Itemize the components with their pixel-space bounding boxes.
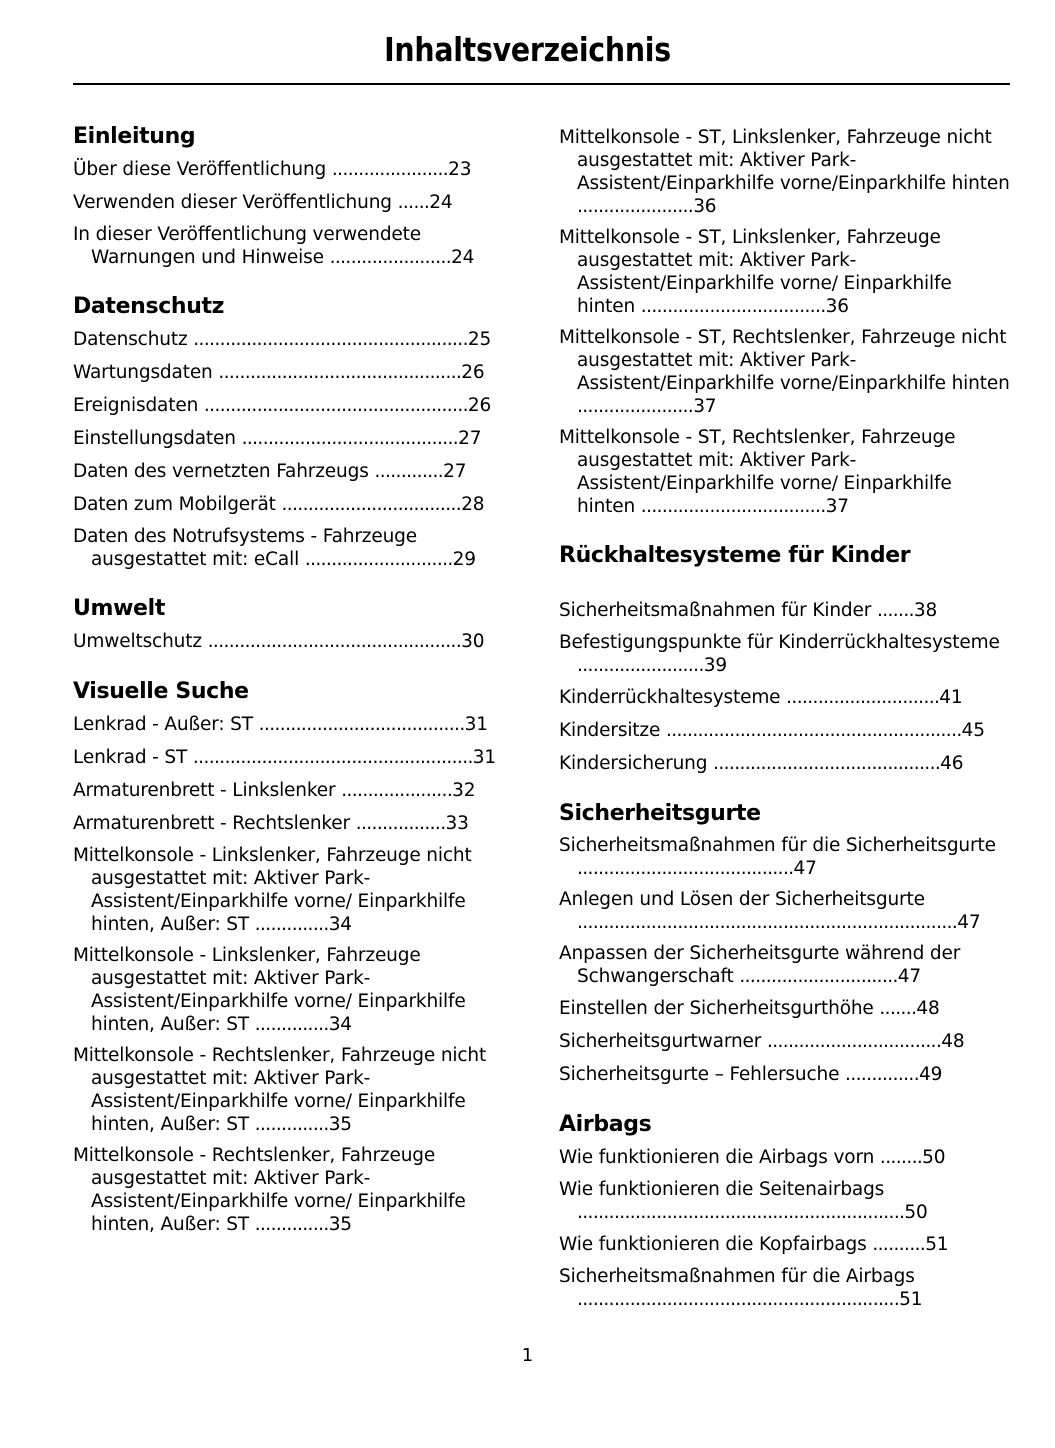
toc-entry-leader: ..................... [341,780,453,801]
toc-entry[interactable] [73,811,524,836]
toc-entry-title: Mittelkonsole - ST, Rechtslenker, Fahrzeuge nicht ausgestattet mit: Aktiver Park-Assistent/Einparkhilfe vorne/Einparkhilfe hinten [559,327,1010,394]
toc-entry-leader: .................................................... [193,329,468,350]
toc-entry[interactable] [559,631,1010,677]
toc-entry-leader: ........................................................ [665,720,962,741]
toc-entry-leader: ............................................................. [577,1289,900,1310]
section-heading: Rückhaltesysteme für Kinder [559,543,911,568]
toc-section [559,126,1010,518]
toc-entry-page-number: 35 [328,1114,352,1135]
toc-entry-title: Sicherheitsmaßnahmen für die Airbags [559,1266,915,1287]
toc-entry-leader: ...................... [577,396,694,417]
toc-entry-leader: .......... [872,1234,926,1255]
toc-entry[interactable] [559,996,1010,1021]
toc-entry-title: Mittelkonsole - Rechtslenker, Fahrzeuge ausgestattet mit: Aktiver Park-Assistent/Einparkhilfe vorne/ Einparkhilfe hinten, Außer: ST [73,1145,466,1235]
toc-entry-page-number: 36 [825,296,849,317]
toc-entry-page-number: 24 [451,247,475,268]
toc-entry[interactable] [73,525,524,571]
toc-entry[interactable] [73,745,524,770]
toc-entry-page-number: 36 [693,196,717,217]
section-heading: Einleitung [73,124,196,149]
toc-entry-page-number: 50 [904,1202,928,1223]
toc-entry[interactable] [73,778,524,803]
toc-entry-title: In dieser Veröffentlichung verwendete Warnungen und Hinweise [73,224,421,268]
toc-entry-title: Daten des Notrufsystems - Fahrzeuge ausgestattet mit: eCall [73,526,417,570]
toc-entry-leader: ......................................... [577,858,794,879]
toc-entry-leader: ....................... [329,247,452,268]
toc-entry[interactable] [73,459,524,484]
toc-entry-leader: .................................. [281,494,462,515]
toc-section [559,803,1010,1087]
toc-entry-page-number: 45 [961,720,985,741]
section-heading: Visuelle Suche [73,679,249,704]
toc-entry-leader: ............................ [304,549,453,570]
toc-entry[interactable] [73,393,524,418]
toc-section [73,598,524,654]
toc-entry-page-number: 28 [461,494,485,515]
toc-entry-title: Sicherheitsgurtwarner [559,1031,762,1052]
toc-entry-page-number: 39 [703,655,727,676]
toc-entry-leader: .............................. [739,966,898,987]
title-divider [73,83,1010,85]
toc-entry[interactable] [559,598,1010,623]
toc-entry-title: Sicherheitsmaßnahmen für Kinder [559,600,872,621]
toc-entry-page-number: 37 [693,396,717,417]
toc-entry-page-number: 31 [472,747,497,768]
toc-entry[interactable] [559,751,1010,776]
toc-entry-leader: .................................................. [203,395,468,416]
toc-entry-title: Kindersitze [559,720,661,741]
toc-entry-title: Sicherheitsmaßnahmen für die Sicherheitsgurte [559,835,996,856]
toc-entry-page-number: 33 [445,813,469,834]
toc-entry-page-number: 48 [916,998,940,1019]
toc-entry-title: Daten zum Mobilgerät [73,494,276,515]
toc-entry-leader: ........................................................................ [577,912,958,933]
toc-entry-leader: ......................................... [241,428,459,449]
toc-entry-leader: ....... [879,998,917,1019]
toc-entry-page-number: 41 [939,687,963,708]
toc-entry-page-number: 31 [464,714,488,735]
toc-entry-page-number: 32 [452,780,476,801]
toc-entry[interactable] [73,492,524,517]
toc-entry-leader: ...... [397,192,430,213]
toc-entry-title: Armaturenbrett - Rechtslenker [73,813,350,834]
section-heading: Umwelt [73,596,165,621]
toc-entry-title: Lenkrad - Außer: ST [73,714,253,735]
toc-entry-page-number: 47 [897,966,922,987]
toc-entry-title: Wie funktionieren die Kopfairbags [559,1234,867,1255]
toc-entry-title: Mittelkonsole - ST, Linkslenker, Fahrzeuge ausgestattet mit: Aktiver Park-Assistent/Einparkhilfe vorne/ Einparkhilfe hinten [559,227,952,317]
toc-entry-page-number: 24 [429,192,453,213]
toc-entry-leader: ....... [876,600,914,621]
toc-entry-leader: ............................. [786,687,940,708]
toc-entry-page-number: 48 [941,1031,965,1052]
toc-entry-page-number: 50 [922,1147,946,1168]
section-heading: Airbags [559,1112,652,1137]
toc-entry-leader: .............................................. [218,362,462,383]
toc-entry-leader: ............. [374,461,444,482]
toc-entry[interactable] [559,834,1010,880]
toc-entry-title: Datenschutz [73,329,188,350]
toc-entry-leader: ................................................ [207,631,462,652]
toc-entry-title: Einstellen der Sicherheitsgurthöhe [559,998,874,1019]
toc-entry-page-number: 26 [461,362,485,383]
toc-entry-title: Einstellungsdaten [73,428,236,449]
toc-entry-title: Kinderrückhaltesysteme [559,687,781,708]
toc-entry-title: Befestigungspunkte für Kinderrückhaltesysteme [559,632,1000,653]
toc-entry-title: Kindersicherung [559,753,708,774]
toc-column [73,126,524,1311]
toc-columns [73,126,1010,1311]
toc-entry[interactable] [559,1265,1010,1311]
toc-entry-leader: ....................................... [258,714,465,735]
folio-page-number: 1 [521,1345,534,1366]
toc-entry-page-number: 47 [793,858,817,879]
toc-entry[interactable] [559,1145,1010,1170]
toc-entry-title: Wartungsdaten [73,362,213,383]
toc-entry-page-number: 34 [328,1014,352,1035]
toc-entry[interactable] [559,326,1010,418]
toc-entry-leader: ................................. [766,1031,942,1052]
toc-entry[interactable] [73,190,524,215]
toc-entry-leader: ...................... [577,196,694,217]
toc-entry-title: Umweltschutz [73,631,202,652]
toc-entry-leader: ..................................................... [192,747,473,768]
toc-entry[interactable] [73,712,524,737]
toc-entry-page-number: 27 [458,428,482,449]
toc-entry[interactable] [559,126,1010,218]
toc-entry-title: Über diese Veröffentlichung [73,159,327,180]
toc-entry[interactable] [559,226,1010,318]
section-heading: Sicherheitsgurte [559,801,761,826]
toc-entry-title: Anpassen der Sicherheitsgurte während der Schwangerschaft [559,943,961,987]
toc-entry[interactable] [559,718,1010,743]
toc-entry-leader: ................. [355,813,446,834]
toc-entry-leader: ................................... [640,296,826,317]
toc-column [559,126,1010,1311]
toc-entry[interactable] [73,629,524,654]
toc-entry-title: Verwenden dieser Veröffentlichung [73,192,392,213]
toc-entry-title: Sicherheitsgurte – Fehlersuche [559,1064,840,1085]
toc-entry[interactable] [559,1062,1010,1087]
toc-section [559,545,1010,776]
toc-entry-page-number: 34 [328,914,352,935]
toc-entry-title: Wie funktionieren die Seitenairbags [559,1179,885,1200]
section-heading: Datenschutz [73,294,225,319]
toc-entry[interactable] [559,1029,1010,1054]
toc-entry-page-number: 35 [328,1214,352,1235]
toc-entry[interactable] [73,1144,524,1236]
toc-entry[interactable] [559,942,1010,988]
toc-entry-title: Mittelkonsole - Linkslenker, Fahrzeuge ausgestattet mit: Aktiver Park-Assistent/Einparkhilfe vorne/ Einparkhilfe hinten, Außer: ST [73,945,466,1035]
toc-entry-leader: .............. [254,914,329,935]
toc-entry-leader: ................................... [640,496,826,517]
toc-entry-page-number: 46 [940,753,964,774]
toc-entry[interactable] [73,327,524,352]
toc-section [73,126,524,269]
toc-entry-page-number: 27 [443,461,467,482]
toc-entry[interactable] [73,1044,524,1136]
toc-section [559,1114,1010,1311]
toc-entry-leader: .............. [254,1214,329,1235]
toc-entry-leader: ...................... [331,159,449,180]
toc-section [73,296,524,571]
toc-entry-page-number: 30 [461,631,485,652]
toc-entry-leader: ........................ [577,655,704,676]
toc-entry[interactable] [559,888,1010,934]
toc-entry[interactable] [73,426,524,451]
toc-entry[interactable] [559,426,1010,518]
toc-entry-page-number: 29 [452,549,476,570]
toc-entry-page-number: 38 [913,600,938,621]
toc-section [73,681,524,1236]
toc-entry-title: Daten des vernetzten Fahrzeugs [73,461,369,482]
toc-entry[interactable] [73,360,524,385]
toc-entry-page-number: 37 [825,496,849,517]
toc-entry-leader: .............. [845,1064,919,1085]
toc-entry-title: Mittelkonsole - ST, Rechtslenker, Fahrzeuge ausgestattet mit: Aktiver Park-Assistent/Einparkhilfe vorne/ Einparkhilfe hinten [559,427,956,517]
toc-entry-leader: ........ [879,1147,923,1168]
toc-entry-page-number: 49 [918,1064,943,1085]
toc-entry-page-number: 51 [925,1234,949,1255]
toc-entry-title: Wie funktionieren die Airbags vorn [559,1147,875,1168]
toc-entry-title: Mittelkonsole - Rechtslenker, Fahrzeuge nicht ausgestattet mit: Aktiver Park-Assistent/Einparkhilfe vorne/ Einparkhilfe hinten, Außer: ST [73,1045,487,1135]
toc-entry-title: Mittelkonsole - Linkslenker, Fahrzeuge nicht ausgestattet mit: Aktiver Park-Assistent/Einparkhilfe vorne/ Einparkhilfe hinten, Außer: ST [73,845,472,935]
toc-entry-title: Ereignisdaten [73,395,199,416]
toc-entry[interactable] [559,1232,1010,1257]
toc-entry-leader: .............. [254,1014,329,1035]
toc-entry-title: Lenkrad - ST [73,747,188,768]
toc-entry-title: Armaturenbrett - Linkslenker [73,780,336,801]
toc-entry-leader: .............................................................. [577,1202,905,1223]
toc-entry[interactable] [73,157,524,182]
toc-entry[interactable] [73,944,524,1036]
toc-entry-page-number: 51 [899,1289,923,1310]
toc-entry[interactable] [559,1178,1010,1224]
toc-entry-page-number: 23 [448,159,472,180]
toc-entry-title: Anlegen und Lösen der Sicherheitsgurte [559,889,925,910]
toc-entry-title: Mittelkonsole - ST, Linkslenker, Fahrzeuge nicht ausgestattet mit: Aktiver Park-Assistent/Einparkhilfe vorne/Einparkhilfe hinten [559,127,1010,194]
toc-entry[interactable] [73,223,524,269]
toc-entry[interactable] [559,685,1010,710]
page-title: Inhaltsverzeichnis [384,30,671,69]
toc-entry-leader: .............. [254,1114,329,1135]
toc-entry-page-number: 26 [467,395,492,416]
toc-entry-page-number: 25 [467,329,492,350]
toc-entry-page-number: 47 [957,912,981,933]
toc-entry-leader: ........................................... [713,753,941,774]
toc-entry[interactable] [73,844,524,936]
